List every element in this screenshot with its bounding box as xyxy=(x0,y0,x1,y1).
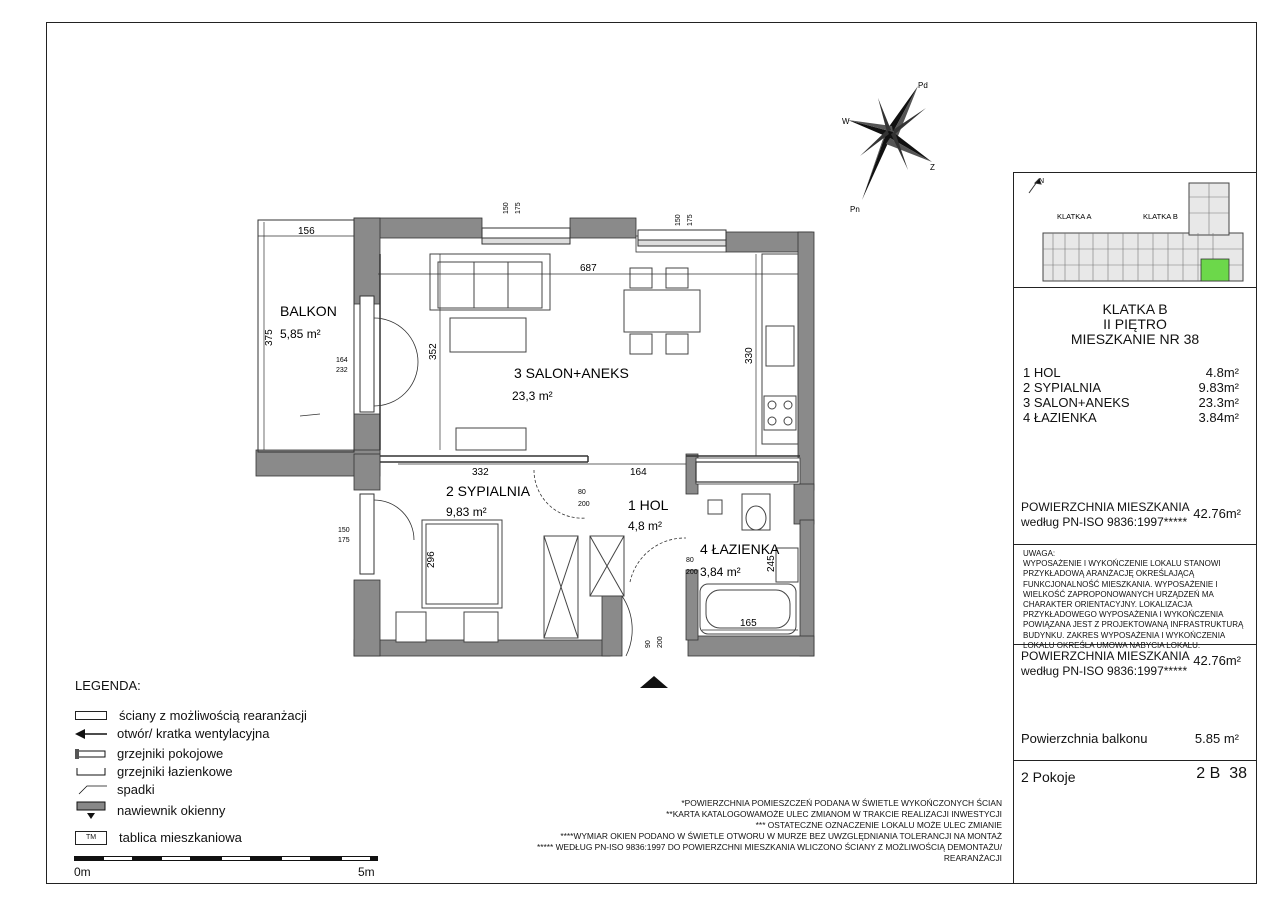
legend-label: otwór/ kratka wentylacyjna xyxy=(117,726,270,741)
dim-175a: 175 xyxy=(515,202,522,214)
info-apartment: MIESZKANIE NR 38 xyxy=(1070,331,1200,347)
label-balkon: BALKON xyxy=(280,303,337,319)
legend-label: nawiewnik okienny xyxy=(117,802,226,818)
key-north: N xyxy=(1039,178,1045,185)
slope-icon xyxy=(75,784,107,796)
legend-label: tablica mieszkaniowa xyxy=(119,830,242,845)
room-row xyxy=(1013,410,1257,425)
compass-pn: Pn xyxy=(850,205,860,214)
compass-w: W xyxy=(842,117,850,126)
footnote-line: **KARTA KATALOGOWAMOŻE ULEC ZMIANOM W TRAKCIE REALIZACJI INWESTYCJI xyxy=(666,809,1002,819)
footnotes xyxy=(537,798,1002,864)
total-area-label: POWIERZCHNIA MIESZKANIA xyxy=(1021,500,1190,514)
scale-start: 0m xyxy=(74,865,91,879)
area-hol: 4,8 m² xyxy=(628,519,663,533)
notice-text: WYPOSAŻENIE I WYKOŃCZENIE LOKALU STANOWI PRZYKŁADOWĄ ARANŻACJĘ OKREŚLAJĄCĄ FUNKCJONALNOŚĆ MIESZKANIA. WYPOSAŻENIE I WIELKOŚĆ ZAPROPONOWANYCH URZĄDZEŃ MA CHARAKTER ORIENTACYJNY. LOKALIZACJA PRZYKŁADOWEGO WYPOSAŻENIA I WYKOŃCZENIA POWIĄZANA JEST Z PROJEKTOWANĄ INFRASTRUKTURĄ BUDYNKU. ZAKRES WYPOSAŻENIA I WYKOŃCZENIA LOKALU OKREŚLA UMOWA NABYCIA LOKALU. xyxy=(1023,559,1244,650)
footnote-line: *** OSTATECZNE OZNACZENIE LOKALU MOŻE ULEC ZMIANIE xyxy=(755,820,1002,830)
dim-245: 245 xyxy=(766,555,777,572)
room-area: 23.3m² xyxy=(1198,395,1239,410)
dim-156: 156 xyxy=(298,226,315,237)
apartment-sign-icon: TM xyxy=(75,831,107,845)
key-stair-b: KLATKA B xyxy=(1143,212,1178,221)
footnote-line: REARANŻACJI xyxy=(943,853,1002,863)
dim-80a: 80 xyxy=(578,489,586,496)
legend-item xyxy=(75,764,233,779)
balcony-area-label: Powierzchnia balkonu xyxy=(1021,731,1148,746)
legend-label: spadki xyxy=(117,782,155,797)
dim-165: 165 xyxy=(740,618,757,629)
key-plan-drawing xyxy=(1013,173,1257,288)
dim-232: 232 xyxy=(336,367,348,374)
dim-164b: 164 xyxy=(630,467,647,478)
room-area: 9.83m² xyxy=(1198,380,1239,395)
compass-z: Z xyxy=(930,163,935,172)
info-floor: II PIĘTRO xyxy=(1103,316,1167,332)
dim-687: 687 xyxy=(580,263,597,274)
label-sypialnia: 2 SYPIALNIA xyxy=(446,483,531,499)
dim-150c: 150 xyxy=(338,527,350,534)
area-sypialnia: 9,83 m² xyxy=(446,505,487,519)
notice-box xyxy=(1013,544,1257,650)
dim-200b: 200 xyxy=(686,569,698,576)
dim-332: 332 xyxy=(472,467,489,478)
room-list xyxy=(1013,365,1257,425)
total-area-1 xyxy=(1021,500,1190,530)
area-salon: 23,3 m² xyxy=(512,389,553,403)
dim-200c: 200 xyxy=(657,636,664,648)
apartment-info xyxy=(1013,287,1257,529)
bathroom-radiator-icon xyxy=(75,766,107,778)
total-area-label: POWIERZCHNIA MIESZKANIA xyxy=(1021,649,1190,663)
legend-item xyxy=(75,746,223,761)
scale-end: 5m xyxy=(358,865,375,879)
room-name: 3 SALON+ANEKS xyxy=(1023,395,1130,410)
room-row xyxy=(1013,365,1257,380)
room-row xyxy=(1013,395,1257,410)
total-area-value-2: 42.76m² xyxy=(1193,653,1241,668)
legend-label: grzejniki łazienkowe xyxy=(117,764,233,779)
legend-label: ściany z możliwością rearanżacji xyxy=(119,708,307,723)
compass-rose xyxy=(830,70,950,220)
legend-item xyxy=(75,782,155,797)
dim-296: 296 xyxy=(426,551,437,568)
vent-arrow-icon xyxy=(75,729,107,739)
label-salon: 3 SALON+ANEKS xyxy=(514,365,629,381)
balcony-area-value: 5.85 m² xyxy=(1194,731,1239,746)
total-area-norm: według PN-ISO 9836:1997***** xyxy=(1021,515,1188,529)
dim-175c: 175 xyxy=(338,537,350,544)
floor-plan xyxy=(250,200,820,700)
dim-352: 352 xyxy=(428,343,439,360)
window-vent-icon xyxy=(75,800,107,820)
entrance-arrow-icon xyxy=(640,676,668,688)
footer-rooms: 2 Pokoje xyxy=(1021,769,1076,785)
area-balkon: 5,85 m² xyxy=(280,327,321,341)
legend-label: grzejniki pokojowe xyxy=(117,746,224,761)
area-lazienka: 3,84 m² xyxy=(700,565,741,579)
room-area: 3.84m² xyxy=(1198,410,1239,425)
rearrangeable-wall-icon xyxy=(75,711,107,720)
legend-item xyxy=(75,830,242,845)
total-area-norm: według PN-ISO 9836:1997***** xyxy=(1021,664,1188,678)
key-apartment-highlight xyxy=(1201,259,1229,281)
room-row xyxy=(1013,380,1257,395)
footer-box xyxy=(1013,760,1257,884)
key-plan xyxy=(1013,172,1257,287)
notice-title: UWAGA: xyxy=(1023,549,1056,558)
room-name: 4 ŁAZIENKA xyxy=(1023,410,1097,425)
total-area-value-1: 42.76m² xyxy=(1193,506,1241,521)
footnote-line: ****WYMIAR OKIEN PODANO W ŚWIETLE OTWORU W MURZE BEZ UWZGLĘDNIANIA TOLERANCJI NA MONTAŻ xyxy=(560,831,1002,841)
dim-164a: 164 xyxy=(336,357,348,364)
key-stair-a: KLATKA A xyxy=(1057,212,1092,221)
compass-pd: Pd xyxy=(918,81,928,90)
dim-90: 90 xyxy=(645,640,652,648)
total-area-box xyxy=(1013,644,1257,744)
dim-330: 330 xyxy=(744,347,755,364)
total-area-2 xyxy=(1021,649,1190,679)
dim-200a: 200 xyxy=(578,501,590,508)
room-radiator-icon xyxy=(75,748,107,760)
legend-item xyxy=(75,726,269,741)
room-name: 2 SYPIALNIA xyxy=(1023,380,1102,395)
dim-150b: 150 xyxy=(675,214,682,226)
room-area: 4.8m² xyxy=(1205,365,1239,380)
legend-item xyxy=(75,800,225,820)
legend-title: LEGENDA: xyxy=(75,678,141,693)
label-lazienka: 4 ŁAZIENKA xyxy=(700,541,780,557)
scale-bar xyxy=(72,854,382,864)
info-stair: KLATKA B xyxy=(1102,301,1168,317)
dim-80b: 80 xyxy=(686,557,694,564)
room-name: 1 HOL xyxy=(1023,365,1061,380)
dim-150a: 150 xyxy=(503,202,510,214)
footnote-line: ***** WEDŁUG PN-ISO 9836:1997 DO POWIERZCHNI MIESZKANIA WLICZONO ŚCIANY Z MOŻLIWOŚCIĄ DEMONTAŻU/ xyxy=(536,842,1002,852)
footnote-line: *POWIERZCHNIA POMIESZCZEŃ PODANA W ŚWIETLE WYKOŃCZONYCH ŚCIAN xyxy=(681,798,1002,808)
footer-code: 2 B 38 xyxy=(1196,765,1247,782)
dim-375: 375 xyxy=(264,329,275,346)
legend-item xyxy=(75,708,307,723)
label-hol: 1 HOL xyxy=(628,497,669,513)
dim-175b: 175 xyxy=(687,214,694,226)
